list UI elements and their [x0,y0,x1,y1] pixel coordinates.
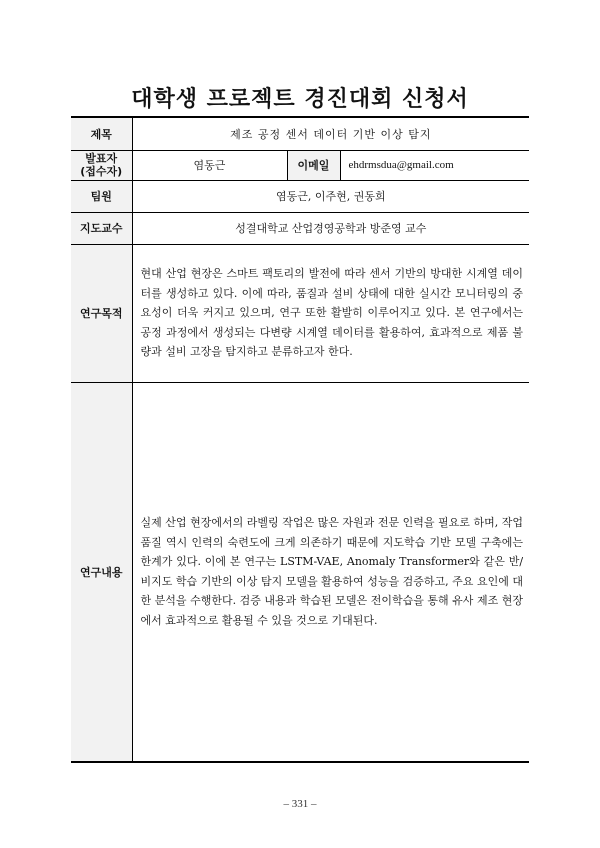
purpose-label: 연구목적 [71,244,132,382]
row-purpose [71,244,529,382]
row-advisor [71,212,529,244]
content-label: 연구내용 [71,382,132,762]
presenter-label-line2: (접수자) [80,165,123,178]
row-content [71,382,529,762]
page-number: – 331 – [283,798,317,810]
team-label: 팀원 [71,180,132,212]
email-label: 이메일 [287,150,340,180]
purpose-text: 현대 산업 현장은 스마트 팩토리의 발전에 따라 센서 기반의 방대한 시계열 데이터를 생성하고 있다. 이에 따라, 품질과 설비 상태에 대한 실시간 모니터링의 중요성이 더욱 커지고 있으며, 연구 또한 활발히 이루어지고 있다. 본 연구에서는 공정 과정에서 생성되는 다변량 시계열 데이터를 활용하여, 효과적으로 제품 불량과 설비 고장을 탐지하고 분류하고자 한다. [132,244,529,382]
presenter-label-line1: 발표자 [85,152,118,165]
advisor-label: 지도교수 [71,212,132,244]
advisor-value: 성결대학교 산업경영공학과 방준영 교수 [132,212,529,244]
presenter-value: 염동근 [132,150,287,180]
row-title [71,117,529,150]
title-value: 제조 공정 센서 데이터 기반 이상 탐지 [132,117,529,150]
email-value: ehdrmsdua@gmail.com [340,150,529,180]
presenter-label [71,150,132,180]
application-form [71,116,529,763]
row-team [71,180,529,212]
title-label: 제목 [71,117,132,150]
document-title: 대학생 프로젝트 경진대회 신청서 [131,87,469,112]
row-presenter [71,150,529,180]
content-text: 실제 산업 현장에서의 라벨링 작업은 많은 자원과 전문 인력을 필요로 하며, 작업 품질 역시 인력의 숙련도에 크게 의존하기 때문에 지도학습 기반 모델 구축에는 한계가 있다. 이에 본 연구는 LSTM-VAE, Anomaly Transformer와 같은 반/비지도 학습 기반의 이상 탐지 모델을 활용하여 성능을 검증하고, 주요 요인에 대한 분석을 수행한다. 검증 내용과 학습된 모델은 전이학습을 통해 유사 제조 현장에서 효과적으로 활용될 수 있을 것으로 기대된다. [132,382,529,762]
team-value: 염동근, 이주현, 권동희 [132,180,529,212]
